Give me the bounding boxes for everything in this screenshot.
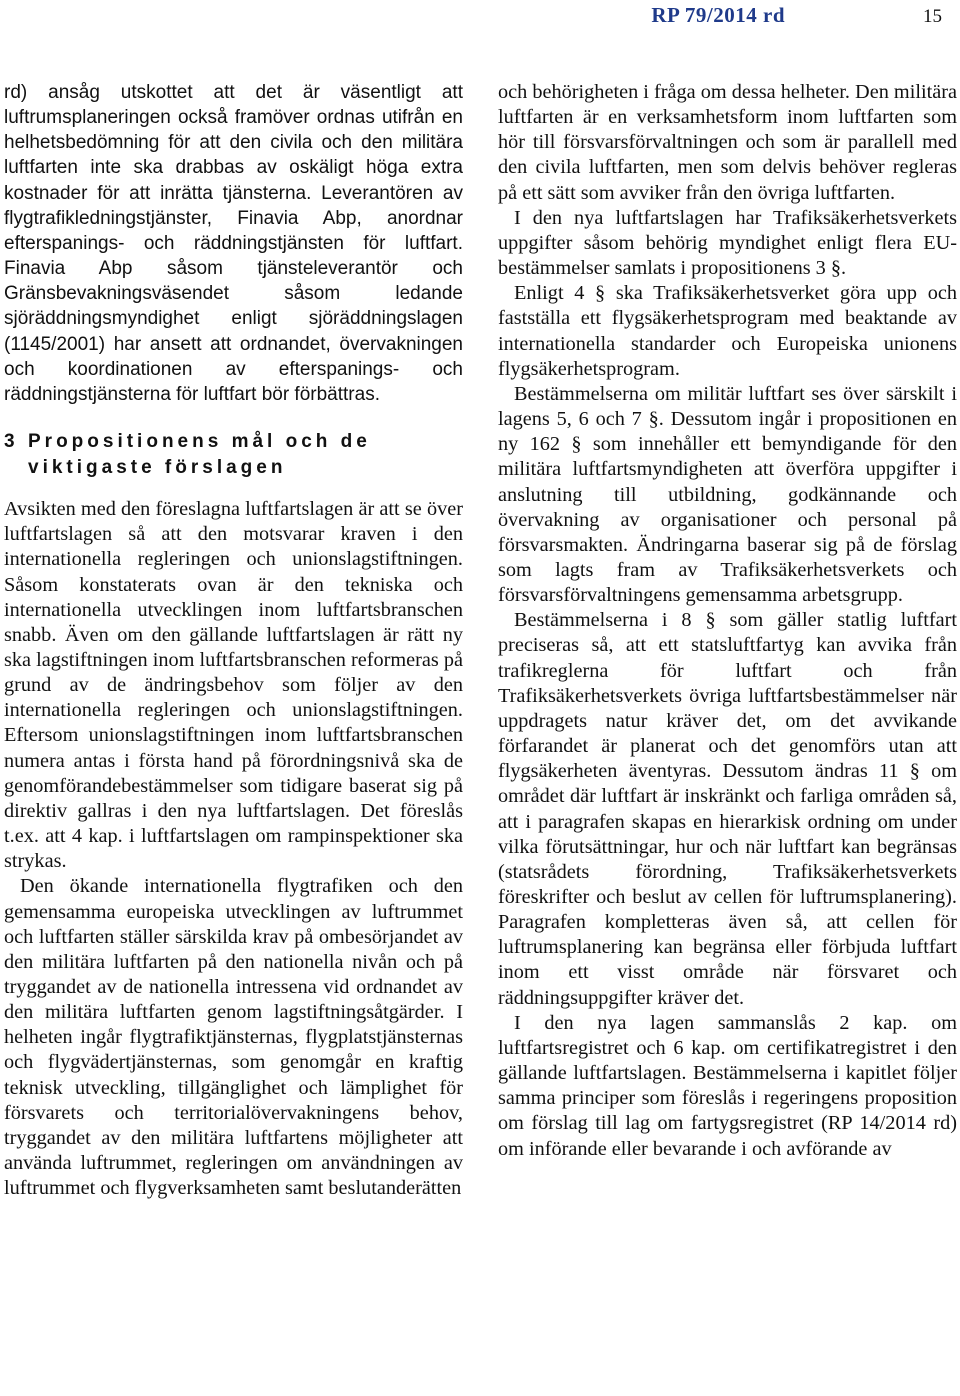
paragraph: Bestämmelserna i 8 § som gäller statlig luftfart preciseras så, att ett statsluftfartyg kan avvika från trafikreglerna för luftfart och från Trafiksäkerhetsverkets övriga luftfartsbestämmelser när uppdragets natur kräver det, om det avvikande förfarandet är planerat och det genomförs utan att flygsäkerheten äventyras. Dessutom ändras 11 § om området där luftfart är inskränkt och farliga områden så, att i paragrafen skapas en hierarkisk ordning om under vilka förutsättningar, hur och när luftfart kan begränsas (statsrådets förordning, Trafiksäkerhetsverkets föreskrifter och beslut av cellen för luftrumsplanering). Paragrafen kompletteras även så, att cellen för luftrumsplanering kan begränsa eller förbjuda luftfart inom ett visst område när försvaret och räddningsuppgifter kräver det. — [498, 609, 957, 1009]
paragraph: och behörigheten i fråga om dessa helheter. Den militära luftfarten är en verksamhetsform inom luftfarten som hör till försvarsförvaltningen och som är parallell med den civila luftfarten, men som delvis behöver regleras på ett sätt som avviker från den övriga luftfarten. — [498, 81, 957, 204]
paragraph: Avsikten med den föreslagna luftfartslagen är att se över luftfartslagen så att den motsvarar kraven i den internationella regleringen och unionslagstiftningen. Såsom konstaterats ovan är den tekniska och internationella utvecklingen inom luftfartsbranschen snabb. Även om den gällande luftfartslagen är rätt ny ska lagstiftningen inom luftfartsbranschen reformeras på grund av de ändringsbehov som följer av den internationella regleringen och unionslagstiftningen. Eftersom unionslagstiftningen inom luftfartsbranschen numera antas i första hand på förordningsnivå ska de genomförandebestämmelser som tidigare baserat sig på direktiv gallras i den nya luftfartslagen. Det föreslås t.ex. att 4 kap. i luftfartslagen om rampinspektioner ska strykas. — [4, 498, 463, 873]
left-column — [4, 80, 463, 1201]
document-id: RP 79/2014 rd — [651, 3, 785, 27]
paragraph: I den nya lagen sammanslås 2 kap. om luftfartsregistret och 6 kap. om certifikatregistret i den gällande luftfartslagen. Bestämmelserna i kapitlet följer samma principer som föreslås i regeringens proposition om förslag till lag om fartygsregistret (RP 14/2014 rd) om införande eller bevarande i och avförande av — [498, 1011, 957, 1160]
paragraph: Enligt 4 § ska Trafiksäkerhetsverket göra upp och fastställa ett flygsäkerhetsprogram med beaktande av internationella standarder och Europeiska unionens flygsäkerhetsprogram. — [498, 282, 957, 380]
page-number: 15 — [923, 6, 942, 27]
section-heading — [4, 429, 463, 481]
right-column — [498, 80, 957, 1162]
page-header — [0, 0, 960, 40]
paragraph: rd) ansåg utskottet att det är väsentligt att luftrumsplaneringen också framöver ordnas utifrån en helhetsbedömning för att den civila och den militära luftfarten inte ska drabbas av oskäligt höga extra kostnader för att inrätta tjänsterna. Leverantören av flygtrafikledningstjänster, Finavia Abp, anordnar efterspanings- och räddningstjänsten för luftfart. Finavia Abp såsom tjänsteleverantör och Gränsbevakningsväsendet såsom ledande sjöräddningsmyndighet enligt sjöräddningslagen (1145/2001) har ansett att ordnandet, övervakningen och koordinationen av efterspanings- och räddningstjänsterna för luftfart bör förbättras. — [4, 82, 463, 405]
section-number: 3 — [4, 431, 15, 453]
paragraph: Bestämmelserna om militär luftfart ses över särskilt i lagens 5, 6 och 7 §. Dessutom ingår i propositionen en ny 162 § som innehåller ett bemyndigande för den militära luftfartsmyndigheten att överföra uppgifter i anslutning till utbildning, godkännande och övervakning av organisationer och personal på försvarsmakten. Ändringarna baserar sig på de förslag som lagts fram av Trafiksäkerhetsverkets och försvarsförvaltningens gemensamma arbetsgrupp. — [498, 382, 957, 607]
paragraph: Den ökande internationella flygtrafiken och den gemensamma europeiska utvecklingen av luftrummet och luftfarten ställer särskilda krav på ombesörjandet av den militära luftfarten på den nationella nivån och på tryggandet av de nationella intressena vid ordnandet av den militära luftfarten genom lagstiftningsåtgärder. I helheten ingår flygtrafiktjänsternas, flygplatstjänsternas och flygvädertjänsternas, som genomgår en kraftig teknisk utveckling, tillgänglighet och lämplighet för försvarets och territorialövervakningens behov, tryggandet av den militära luftfartens möjligheter att använda luftrummet, regleringen om användningen av luftrummet och flygverksamheten samt beslutanderätten — [4, 875, 463, 1200]
section-title: Propositionens mål och de viktigaste förslagen — [28, 431, 371, 479]
paragraph: I den nya luftfartslagen har Trafiksäkerhetsverkets uppgifter såsom behörig myndighet enligt flera EU-bestämmelser samlats i propositionens 3 §. — [498, 206, 957, 280]
